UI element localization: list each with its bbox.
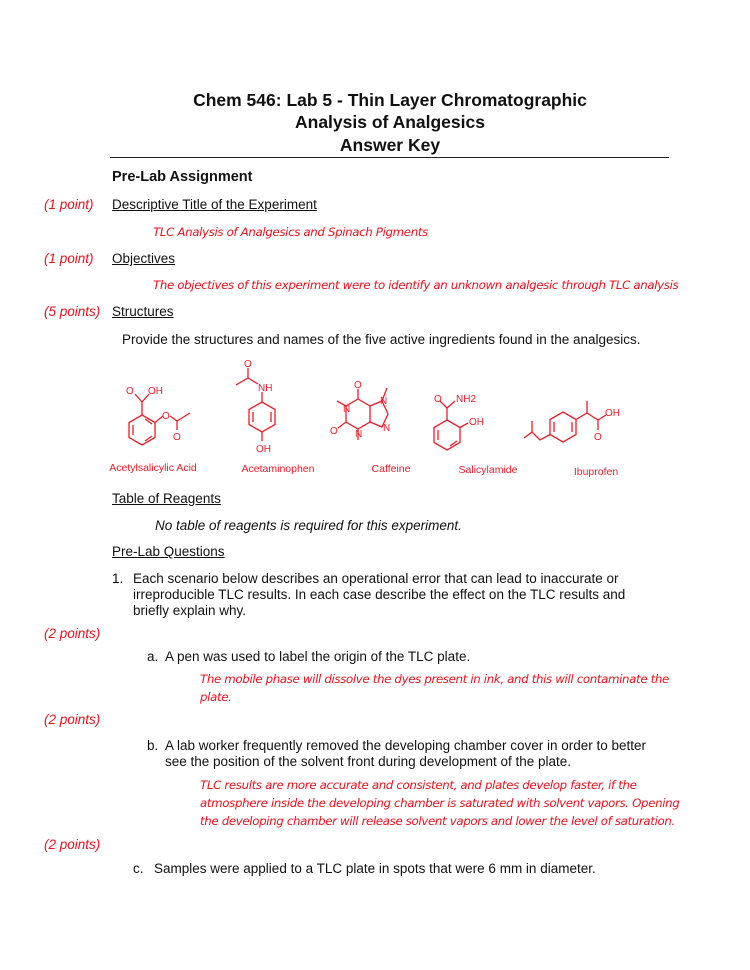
question-text: Each scenario below describes an operational error that can lead to inaccurate or	[133, 571, 619, 586]
atom-label: N	[355, 429, 363, 440]
part-letter: a.	[147, 649, 159, 664]
part-text: see the position of the solvent front during development of the plate.	[165, 754, 572, 769]
structure-name: Acetaminophen	[241, 463, 315, 475]
atom-label: N	[380, 396, 388, 407]
question-text: irreproducible TLC results. In each case describe the effect on the TLC results and	[133, 587, 626, 602]
part-text: A lab worker frequently removed the developing chamber cover in order to better	[165, 738, 647, 753]
answer-text: TLC results are more accurate and consistent, and plates develop faster, if the	[200, 778, 637, 792]
part-letter: b.	[147, 738, 159, 753]
atom-label: O	[126, 386, 134, 397]
acetaminophen-structure	[236, 359, 275, 455]
atom-label: O	[434, 394, 442, 405]
atom-label: N	[343, 404, 351, 415]
ibuprofen-structure	[524, 401, 620, 443]
points-label: (5 points)	[44, 304, 101, 319]
atom-label: NH2	[456, 394, 477, 405]
part-text: A pen was used to label the origin of the TLC plate.	[165, 649, 471, 664]
part-letter: c.	[133, 861, 144, 876]
structures-prompt: Provide the structures and names of the five active ingredients found in the analgesics.	[122, 332, 641, 347]
item-heading: Objectives	[112, 251, 176, 266]
atom-label: O	[162, 411, 170, 422]
caffeine-structure	[330, 380, 390, 440]
atom-label: O	[173, 432, 181, 443]
reagents-heading: Table of Reagents	[112, 491, 221, 506]
salicylamide-structure	[434, 394, 484, 450]
points-label: (1 point)	[44, 197, 94, 212]
aspirin-structure	[126, 386, 190, 445]
points-label: (2 points)	[44, 626, 101, 641]
structure-name: Salicylamide	[458, 464, 518, 476]
answer-text: plate.	[200, 690, 232, 704]
points-label: (2 points)	[44, 712, 101, 727]
title-line-2: Analysis of Analgesics	[295, 112, 485, 132]
answer-text: TLC Analysis of Analgesics and Spinach Pigments	[153, 225, 428, 239]
atom-label: N	[383, 423, 391, 434]
title-line-1: Chem 546: Lab 5 - Thin Layer Chromatographic	[193, 90, 587, 110]
answer-text: The mobile phase will dissolve the dyes present in ink, and this will contaminate the	[200, 672, 669, 686]
atom-label: O	[354, 380, 362, 391]
reagents-note: No table of reagents is required for this experiment.	[155, 518, 462, 533]
structure-name: Ibuprofen	[573, 466, 619, 478]
structure-name: Acetylsalicylic Acid	[109, 462, 197, 474]
atom-label: O	[330, 426, 338, 437]
structure-name: Caffeine	[371, 463, 411, 475]
atom-label: NH	[258, 383, 273, 394]
question-text: briefly explain why.	[133, 603, 247, 618]
atom-label: OH	[148, 386, 163, 397]
item-heading: Structures	[112, 304, 174, 319]
atom-label: OH	[469, 417, 484, 428]
question-number: 1.	[112, 571, 124, 586]
atom-label: O	[594, 432, 602, 443]
points-label: (1 point)	[44, 251, 94, 266]
answer-text: the developing chamber will release solvent vapors and lower the level of saturation.	[200, 814, 675, 828]
atom-label: OH	[605, 408, 620, 419]
part-text: Samples were applied to a TLC plate in spots that were 6 mm in diameter.	[154, 861, 596, 876]
points-label: (2 points)	[44, 837, 101, 852]
item-heading: Descriptive Title of the Experiment	[112, 197, 317, 212]
questions-heading: Pre-Lab Questions	[112, 544, 225, 559]
answer-text: atmosphere inside the developing chamber is saturated with solvent vapors. Opening	[200, 796, 680, 810]
answer-text: The objectives of this experiment were to identify an unknown analgesic through TLC analysis	[153, 278, 679, 292]
title-line-3: Answer Key	[339, 135, 441, 155]
atom-label: O	[244, 359, 252, 370]
atom-label: OH	[256, 444, 271, 455]
section-heading: Pre-Lab Assignment	[112, 169, 253, 185]
